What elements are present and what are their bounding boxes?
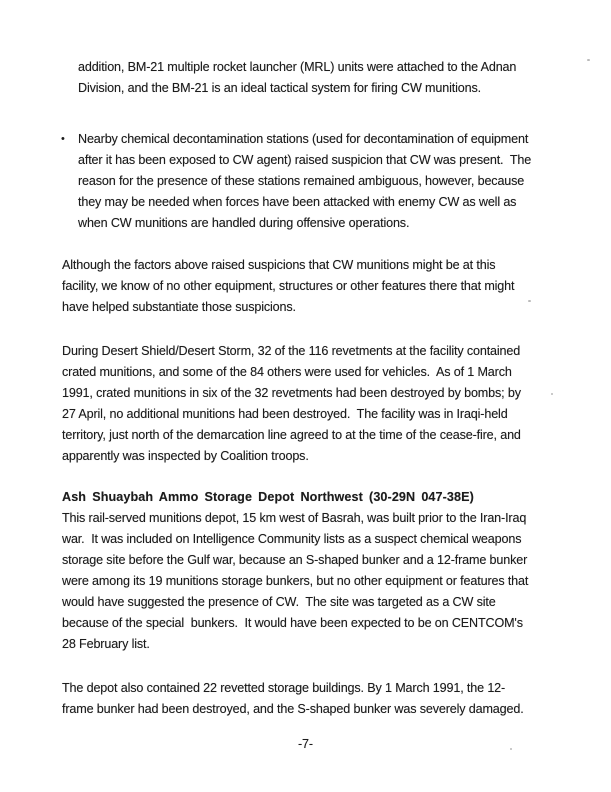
paragraph-depot: [62, 678, 524, 720]
text-line: During Desert Shield/Desert Storm, 32 of the 116 revetments at the facility contained: [62, 344, 521, 358]
scan-speck: [587, 59, 590, 61]
bullet-icon: •: [61, 133, 65, 145]
text-line: This rail-served munitions depot, 15 km west of Basrah, was built prior to the Iran-Iraq: [62, 511, 527, 525]
paragraph-although: [62, 255, 514, 318]
text-line: crated munitions, and some of the 84 others were used for vehicles. As of 1 March: [62, 365, 512, 379]
text-line: storage site before the Gulf war, because an S-shaped bunker and a 12-frame bunker: [62, 553, 528, 567]
text-line: after it has been exposed to CW agent) raised suspicion that CW was present. The: [78, 153, 532, 167]
text-line: when CW munitions are handled during offensive operations.: [78, 216, 410, 230]
text-line: 28 February list.: [62, 637, 150, 651]
text-line: war. It was included on Intelligence Community lists as a suspect chemical weapons: [62, 532, 522, 546]
section-heading: Ash Shuaybah Ammo Storage Depot Northwest (30-29N 047-38E): [62, 490, 474, 504]
text-line: territory, just north of the demarcation line agreed to at the time of the cease-fire, and: [62, 428, 521, 442]
text-line: 1991, crated munitions in six of the 32 revetments had been destroyed by bombs; by: [62, 386, 521, 400]
text-line: addition, BM-21 multiple rocket launcher (MRL) units were attached to the Adnan: [78, 60, 517, 74]
text-line: Although the factors above raised suspicions that CW munitions might be at this: [62, 258, 496, 272]
text-line: frame bunker had been destroyed, and the S-shaped bunker was severely damaged.: [62, 702, 524, 716]
scan-speck: [528, 300, 531, 302]
paragraph-continuation: [78, 57, 516, 99]
text-line: have helped substantiate those suspicions.: [62, 300, 296, 314]
text-line: Division, and the BM-21 is an ideal tactical system for firing CW munitions.: [78, 81, 481, 95]
text-line: because of the special bunkers. It would have been expected to be on CENTCOM's: [62, 616, 523, 630]
text-line: they may be needed when forces have been attacked with enemy CW as well as: [78, 195, 517, 209]
bullet-item: [61, 129, 532, 234]
scan-speck: [510, 748, 512, 750]
scan-speck: [551, 393, 553, 395]
text-line: The depot also contained 22 revetted storage buildings. By 1 March 1991, the 12-: [62, 681, 506, 695]
text-line: were among its 19 munitions storage bunkers, but no other equipment or features that: [62, 574, 529, 588]
paragraph-during: [62, 341, 521, 467]
text-line: reason for the presence of these stations remained ambiguous, however, because: [78, 174, 525, 188]
text-line: would have suggested the presence of CW. The site was targeted as a CW site: [62, 595, 496, 609]
text-line: apparently was inspected by Coalition troops.: [62, 449, 309, 463]
text-line: facility, we know of no other equipment, structures or other features there that might: [62, 279, 515, 293]
page-number: -7-: [298, 737, 313, 751]
section-ash-shuaybah: [62, 487, 528, 655]
text-line: 27 April, no additional munitions had been destroyed. The facility was in Iraqi-held: [62, 407, 508, 421]
text-line: Nearby chemical decontamination stations (used for decontamination of equipment: [78, 132, 529, 146]
